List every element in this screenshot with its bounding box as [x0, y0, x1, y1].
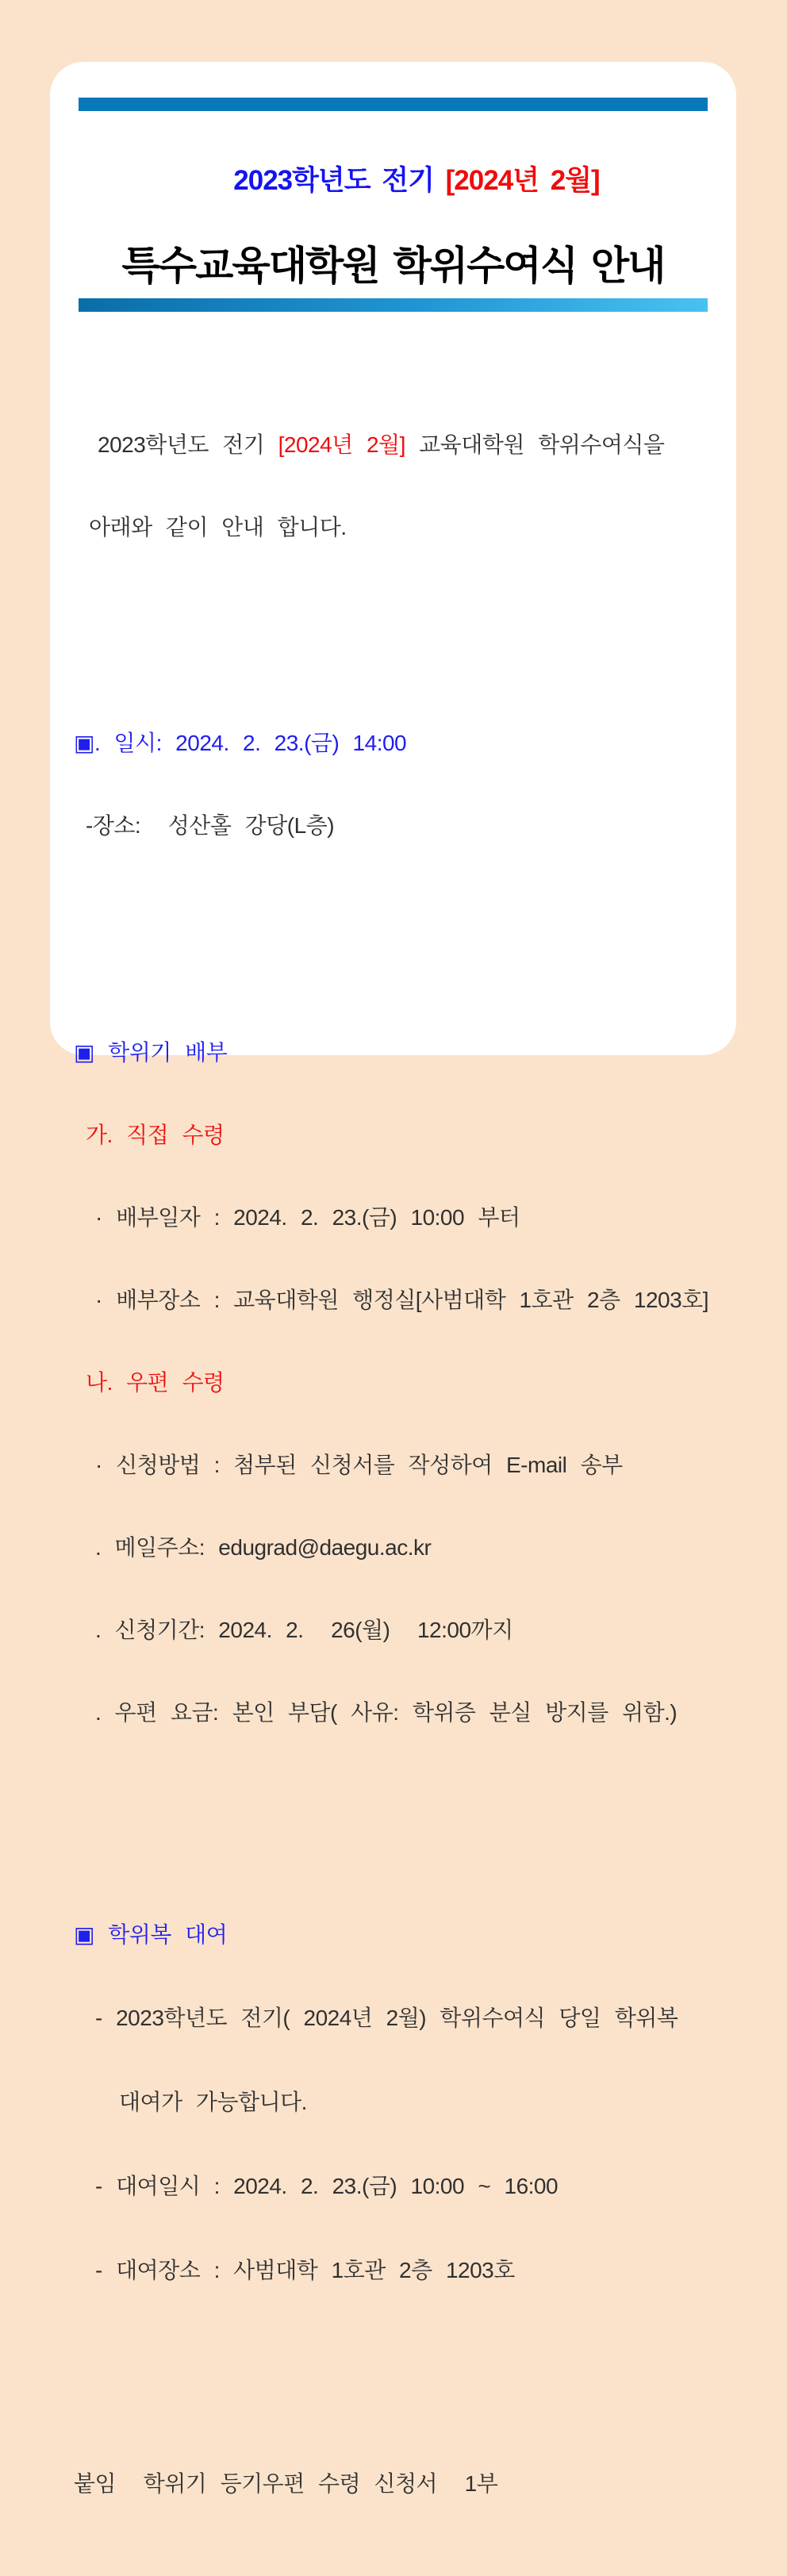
- header-gradient-bar: [79, 298, 708, 312]
- spacer: [74, 620, 722, 651]
- header-top-bar: [79, 98, 708, 111]
- attachment-note: 붙임 학위기 등기우편 수령 신청서 1부: [74, 2471, 498, 2496]
- spacer: [74, 2363, 722, 2392]
- subtitle-term: 2023학년도 전기: [233, 165, 446, 196]
- diploma-mail-heading: 나. 우편 수령: [86, 1370, 225, 1395]
- gown-line: - 대여장소 : 사범대학 1호관 2층 1203호: [95, 2258, 515, 2282]
- gown-section-heading: ▣ 학위복 대여: [74, 1922, 228, 1947]
- gown-line: - 대여일시 : 2024. 2. 23.(금) 10:00 ~ 16:00: [95, 2174, 559, 2198]
- intro-line-1-suffix: 교육대학원 학위수여식을: [405, 432, 665, 457]
- intro-line-2: 아래와 같이 안내 합니다.: [89, 515, 347, 539]
- schedule-heading: ▣. 일시: 2024. 2. 23.(금) 14:00: [74, 731, 407, 755]
- subtitle-date: [2024년 2월]: [445, 165, 600, 196]
- spacer: [74, 918, 722, 961]
- spacer: [74, 1805, 722, 1843]
- header-subtitle: [50, 119, 736, 243]
- intro-line-1-prefix: 2023학년도 전기: [98, 432, 278, 457]
- schedule-venue: -장소: 성산홀 강당(L층): [86, 813, 335, 838]
- diploma-mail-item-email: . 메일주소: edugrad@daegu.ac.kr: [95, 1535, 432, 1560]
- diploma-direct-item: · 배부장소 : 교육대학원 행정실[사범대학 1호관 2층 1203호]: [95, 1288, 709, 1312]
- page-title: 특수교육대학원 학위수여식 안내: [121, 244, 665, 288]
- diploma-direct-heading: 가. 직접 수령: [86, 1123, 225, 1147]
- diploma-mail-item: . 우편 요금: 본인 부담( 사유: 학위증 분실 방지를 위함.): [95, 1700, 678, 1725]
- notice-body: [50, 353, 736, 2576]
- gown-line-wrap: 대여가 가능합니다.: [119, 2090, 307, 2114]
- intro-line-1-date: [2024년 2월]: [278, 432, 405, 457]
- notice-card: [50, 62, 736, 2496]
- diploma-direct-item: · 배부일자 : 2024. 2. 23.(금) 10:00 부터: [95, 1205, 520, 1230]
- gown-line: - 2023학년도 전기( 2024년 2월) 학위수여식 당일 학위복: [95, 2006, 678, 2030]
- diploma-section-heading: ▣ 학위기 배부: [74, 1040, 228, 1065]
- intro-line-1: [74, 429, 722, 461]
- diploma-mail-item: · 신청방법 : 첨부된 신청서를 작성하여 E-mail 송부: [95, 1453, 623, 1477]
- diploma-mail-item: . 신청기간: 2024. 2. 26(월) 12:00까지: [95, 1618, 513, 1642]
